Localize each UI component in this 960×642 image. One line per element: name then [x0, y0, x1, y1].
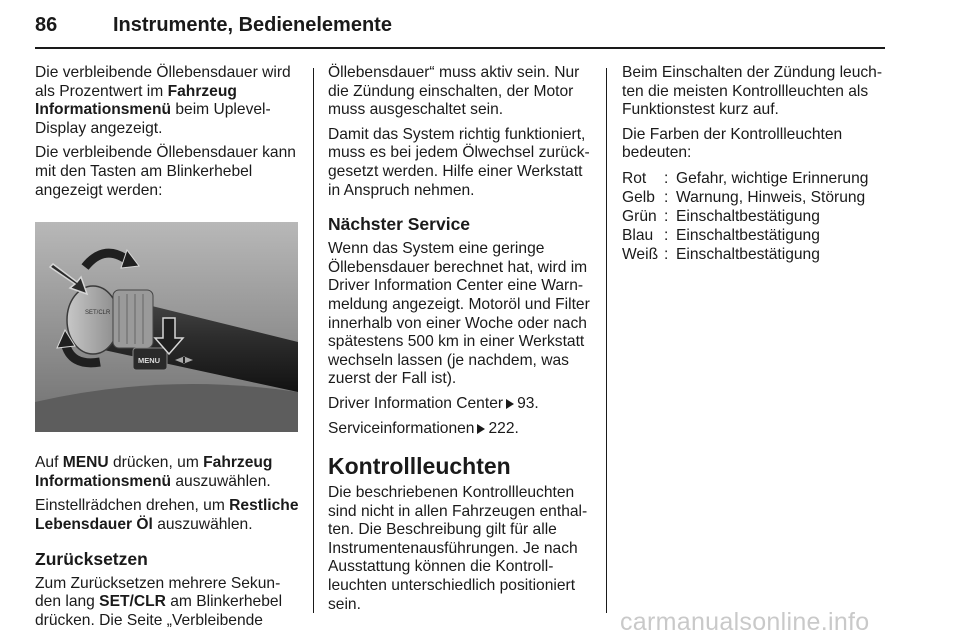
column-1	[35, 64, 300, 636]
color-meaning: Einschaltbestätigung	[676, 245, 820, 263]
indicator-color-table	[622, 169, 868, 264]
color-name: Grün	[622, 207, 657, 225]
color-row	[622, 188, 868, 207]
lever-end-button	[67, 286, 119, 354]
section-heading-reset: Zurücksetzen	[35, 548, 148, 569]
paragraph: Einstellrädchen drehen, um Restliche Lebensdauer Öl auszuwählen.	[35, 497, 299, 533]
color-meaning: Warnung, Hinweis, Störung	[676, 188, 866, 206]
color-row	[622, 169, 868, 188]
page-number: 86	[35, 14, 58, 36]
paragraph: Damit das System richtig funktioniert, muss es bei jedem Ölwechsel zurückgesetzt werden. Hilfe einer Werkstatt in Anspruch nehmen.	[328, 125, 590, 199]
column-3	[622, 64, 887, 264]
separator: :	[664, 207, 669, 225]
column-2	[328, 64, 594, 620]
color-row	[622, 245, 868, 264]
cross-reference: Driver Information Center 93.	[328, 394, 539, 412]
color-meaning: Einschaltbestätigung	[676, 207, 820, 225]
color-name: Rot	[622, 169, 647, 187]
color-name: Blau	[622, 226, 654, 244]
reference-link[interactable]: 93.	[517, 394, 539, 412]
color-row	[622, 226, 868, 245]
color-meaning: Einschaltbestätigung	[676, 226, 820, 244]
paragraph: Zum Zurücksetzen mehrere Sekunden lang SET/CLR am Blinkerhebel drücken. Die Seite „Verbleibende	[35, 574, 283, 629]
page-reference-icon	[506, 399, 514, 409]
section-heading-next-service: Nächster Service	[328, 214, 471, 235]
separator: :	[664, 188, 669, 206]
separator: :	[664, 226, 669, 244]
paragraph: Öllebensdauer“ muss aktiv sein. Nur die Zündung einschalten, der Motor muss ausgeschaltet sein.	[328, 64, 580, 119]
color-name: Gelb	[622, 188, 655, 206]
paragraph: Beim Einschalten der Zündung leuchten die meisten Kontrollleuchten als Funktionstest kurz auf.	[622, 64, 883, 119]
page-title: Instrumente, Bedienelemente	[113, 14, 392, 36]
paragraph: Die verbleibende Öllebensdauer kann mit den Tasten am Blinkerhebel angezeigt werden:	[35, 144, 296, 199]
paragraph: Wenn das System eine geringe Öllebensdauer berechnet hat, wird im Driver Information Center eine Warnmeldung angezeigt. Motoröl und Filter innerhalb von einer Woche oder nach spätestens 500 km in einer Werkstatt wechseln lassen (je nachdem, was zuerst der Fall ist).	[328, 240, 590, 388]
color-name: Weiß	[622, 245, 659, 263]
header-rule	[35, 47, 885, 49]
paragraph: Die Farben der Kontrollleuchten bedeuten:	[622, 125, 843, 162]
reference-link[interactable]: 222.	[488, 419, 519, 437]
color-row	[622, 207, 868, 226]
page-reference-icon	[477, 424, 485, 434]
page-header	[35, 14, 885, 46]
paragraph: Auf MENU drücken, um Fahrzeug Informationsmenü auszuwählen.	[35, 454, 273, 490]
paragraph: Die verbleibende Öllebensdauer wird als Prozentwert im Fahrzeug Informationsmenü beim Uplevel-Display angezeigt.	[35, 64, 291, 137]
color-meaning: Gefahr, wichtige Erinnerung	[676, 169, 869, 187]
watermark: carmanualsonline.info	[620, 608, 870, 636]
column-divider-2	[606, 68, 607, 613]
separator: :	[664, 169, 669, 187]
separator: :	[664, 245, 669, 263]
cross-reference: Serviceinformationen 222.	[328, 419, 519, 437]
column-divider-1	[313, 68, 314, 613]
set-clr-label: SET/CLR	[85, 310, 111, 317]
menu-label: MENU	[138, 356, 161, 366]
section-heading-indicator-lights: Kontrollleuchten	[328, 453, 511, 480]
turn-signal-lever-illustration	[35, 222, 298, 432]
paragraph: Die beschriebenen Kontrollleuchten sind nicht in allen Fahrzeugen enthalten. Die Beschreibung gilt für alle Instrumentenausführungen. Je nach Ausstattung können die Kontrollleuchten unterschiedlich positioniert sein.	[328, 484, 588, 613]
